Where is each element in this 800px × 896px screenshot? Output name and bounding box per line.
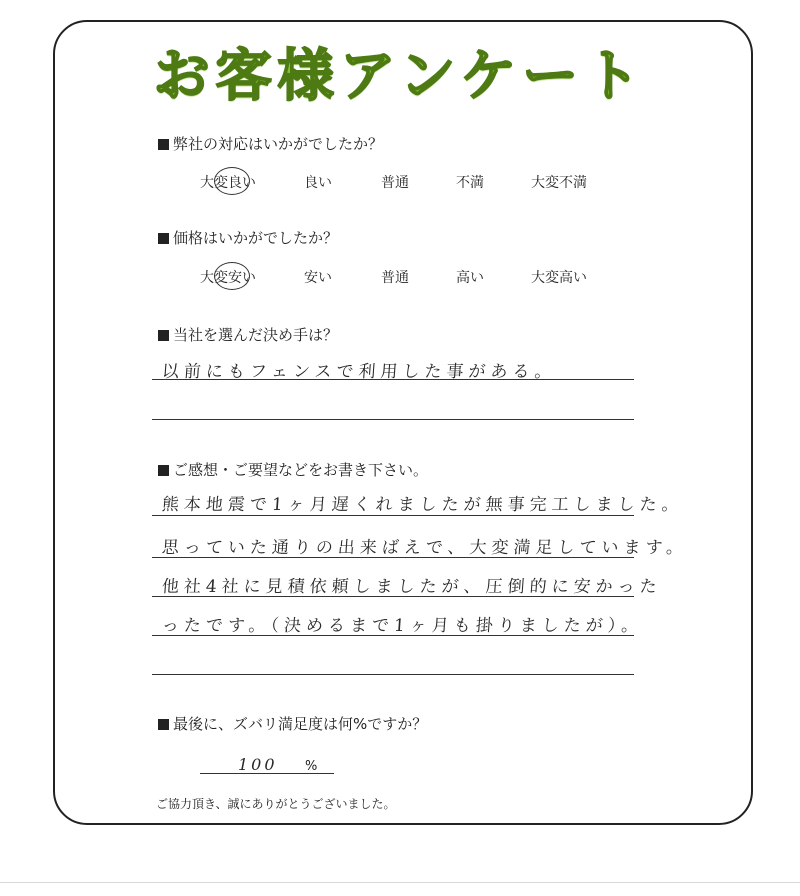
- options-price: [200, 267, 620, 289]
- options-service: [200, 172, 620, 194]
- answer-rule: [152, 419, 634, 420]
- bullet-square-icon: [158, 465, 169, 476]
- survey-title: お客様アンケート: [153, 44, 647, 109]
- option-price-1[interactable]: 大変安い: [200, 270, 256, 286]
- option-service-3[interactable]: 普通: [381, 175, 409, 191]
- option-price-3[interactable]: 普通: [381, 270, 409, 286]
- answer-reason-line-1: 以前にもフェンスで利用した事がある。: [161, 362, 558, 382]
- bullet-square-icon: [158, 330, 169, 341]
- question-reason: [158, 324, 338, 345]
- answer-rule: [152, 557, 634, 558]
- option-price-5[interactable]: 大変高い: [531, 270, 587, 286]
- question-price: [158, 227, 338, 248]
- satisfaction-unit: %: [305, 759, 318, 774]
- closing-message: ご協力頂き、誠にありがとうございました。: [156, 797, 396, 811]
- answer-feedback-line-4: ったです。（決めるまで1ヶ月も掛りましたが）。: [161, 616, 644, 636]
- answer-rule: [152, 674, 634, 675]
- page-edge-rule: [0, 882, 800, 883]
- answer-rule: [152, 596, 634, 597]
- satisfaction-answer-rule: [200, 773, 334, 774]
- question-reason-label: 当社を選んだ決め手は？: [173, 326, 339, 344]
- answer-rule: [152, 515, 634, 516]
- option-price-4[interactable]: 高い: [456, 270, 484, 286]
- bullet-square-icon: [158, 719, 169, 730]
- option-service-1[interactable]: 大変良い: [200, 175, 256, 191]
- question-satisfaction: [158, 713, 427, 734]
- option-price-2[interactable]: 安い: [304, 270, 332, 286]
- answer-rule: [152, 635, 634, 636]
- option-service-4[interactable]: 不満: [456, 175, 484, 191]
- question-satisfaction-label: 最後に、ズバリ満足度は何%ですか？: [173, 715, 428, 733]
- question-price-label: 価格はいかがでしたか？: [173, 229, 339, 247]
- option-service-2[interactable]: 良い: [304, 175, 332, 191]
- answer-feedback-line-3: 他社4社に見積依頼しましたが、圧倒的に安かった: [161, 577, 663, 597]
- answer-feedback-line-1: 熊本地震で1ヶ月遅くれましたが無事完工しました。: [161, 495, 685, 515]
- answer-feedback-line-2: 思っていた通りの出来ばえで、大変満足しています。: [161, 538, 689, 558]
- bullet-square-icon: [158, 233, 169, 244]
- question-service: [158, 133, 383, 154]
- question-feedback: [158, 459, 428, 480]
- answer-rule: [152, 379, 634, 380]
- bullet-square-icon: [158, 139, 169, 150]
- question-service-label: 弊社の対応はいかがでしたか？: [173, 135, 384, 153]
- option-service-5[interactable]: 大変不満: [531, 175, 587, 191]
- satisfaction-value: 100: [238, 755, 278, 774]
- question-feedback-label: ご感想・ご要望などをお書き下さい。: [173, 461, 429, 479]
